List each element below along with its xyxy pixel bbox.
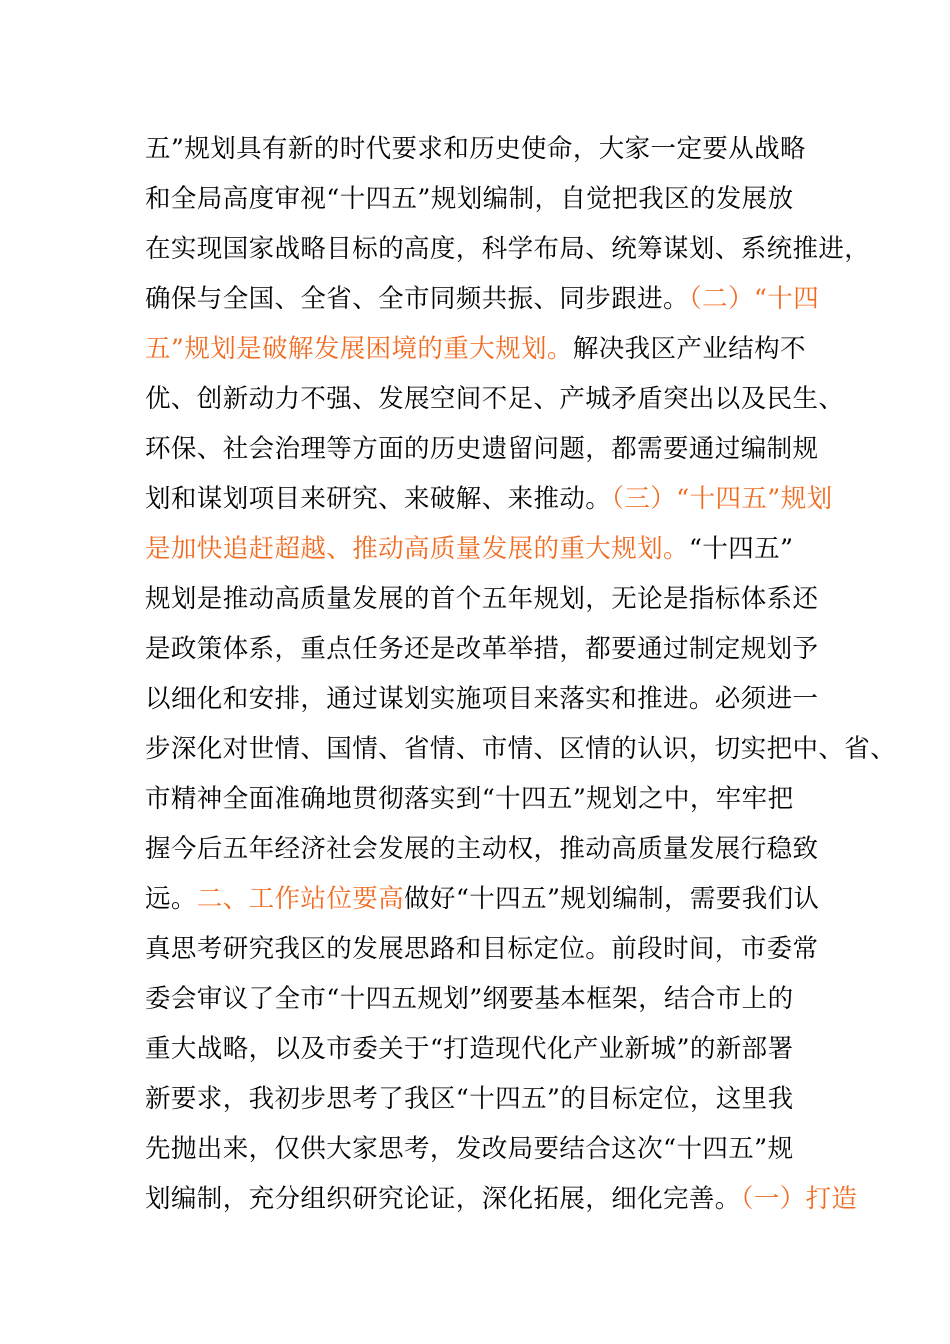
document-body — [145, 124, 897, 1224]
text-run: 先抛出来，仅供大家思考，发改局要结合这次“十四五”规 — [145, 1134, 794, 1164]
section-heading-2: 五”规划是破解发展困境的重大规划。 — [145, 334, 573, 364]
text-run: 规划是推动高质量发展的首个五年规划，无论是指标体系还 — [145, 584, 819, 614]
text-run: 握今后五年经济社会发展的主动权，推动高质量发展行稳致 — [145, 834, 819, 864]
section-heading-3: （三）“十四五”规划 — [611, 484, 833, 514]
text-line — [145, 524, 825, 574]
text-run: 做好“十四五”规划编制，需要我们认 — [404, 884, 820, 914]
text-line — [145, 224, 871, 274]
text-line — [145, 774, 825, 824]
text-line — [145, 1024, 825, 1074]
text-line — [145, 374, 845, 424]
text-line — [145, 924, 825, 974]
text-line — [145, 974, 825, 1024]
text-line — [145, 624, 825, 674]
text-run: 环保、社会治理等方面的历史遗留问题，都需要通过编制规 — [145, 434, 819, 464]
text-run: 新要求，我初步思考了我区“十四五”的目标定位，这里我 — [145, 1084, 794, 1114]
text-run: 真思考研究我区的发展思路和目标定位。前段时间，市委常 — [145, 934, 819, 964]
text-run: 解决我区产业结构不 — [572, 334, 806, 364]
text-line — [145, 174, 825, 224]
text-run: 委会审议了全市“十四五规划”纲要基本框架，结合市上的 — [145, 984, 794, 1014]
text-run: 确保与全国、全省、全市同频共振、同步跟进。 — [145, 284, 689, 314]
text-run: 在实现国家战略目标的高度，科学布局、统筹谋划、系统推进， — [145, 234, 871, 264]
text-line — [145, 1174, 858, 1224]
text-line — [145, 874, 825, 924]
text-line — [145, 324, 825, 374]
text-run: 步深化对世情、国情、省情、市情、区情的认识，切实把中、省、 — [145, 734, 897, 764]
section-heading-1: （一）打造 — [740, 1184, 858, 1214]
text-line — [145, 724, 897, 774]
text-run: 远。 — [145, 884, 197, 914]
text-run: 重大战略，以及市委关于“打造现代化产业新城”的新部署 — [145, 1034, 794, 1064]
text-line — [145, 424, 825, 474]
text-run: 和全局高度审视“十四五”规划编制，自觉把我区的发展放 — [145, 184, 794, 214]
text-run: 划和谋划项目来研究、来破解、来推动。 — [145, 484, 612, 514]
text-line — [145, 824, 825, 874]
text-line — [145, 574, 825, 624]
text-run: 以细化和安排，通过谋划实施项目来落实和推进。必须进一 — [145, 684, 819, 714]
text-run: 是政策体系，重点任务还是改革举措，都要通过制定规划予 — [145, 634, 819, 664]
text-run: “十四五” — [688, 534, 794, 564]
text-line — [145, 1124, 825, 1174]
text-run: 市精神全面准确地贯彻落实到“十四五”规划之中，牢牢把 — [145, 784, 794, 814]
text-line — [145, 474, 833, 524]
section-heading-3: 是加快追赶超越、推动高质量发展的重大规划。 — [145, 534, 689, 564]
text-run: 五”规划具有新的时代要求和历史使命，大家一定要从战略 — [145, 134, 806, 164]
text-run: 优、创新动力不强、发展空间不足、产城矛盾突出以及民生、 — [145, 384, 845, 414]
text-line — [145, 1074, 825, 1124]
text-run: 划编制，充分组织研究论证，深化拓展，细化完善。 — [145, 1184, 741, 1214]
section-heading-2: （二）“十四 — [688, 284, 820, 314]
text-line — [145, 674, 825, 724]
text-line — [145, 274, 825, 324]
section-heading-two: 二、工作站位要高 — [196, 884, 405, 914]
text-line — [145, 124, 825, 174]
